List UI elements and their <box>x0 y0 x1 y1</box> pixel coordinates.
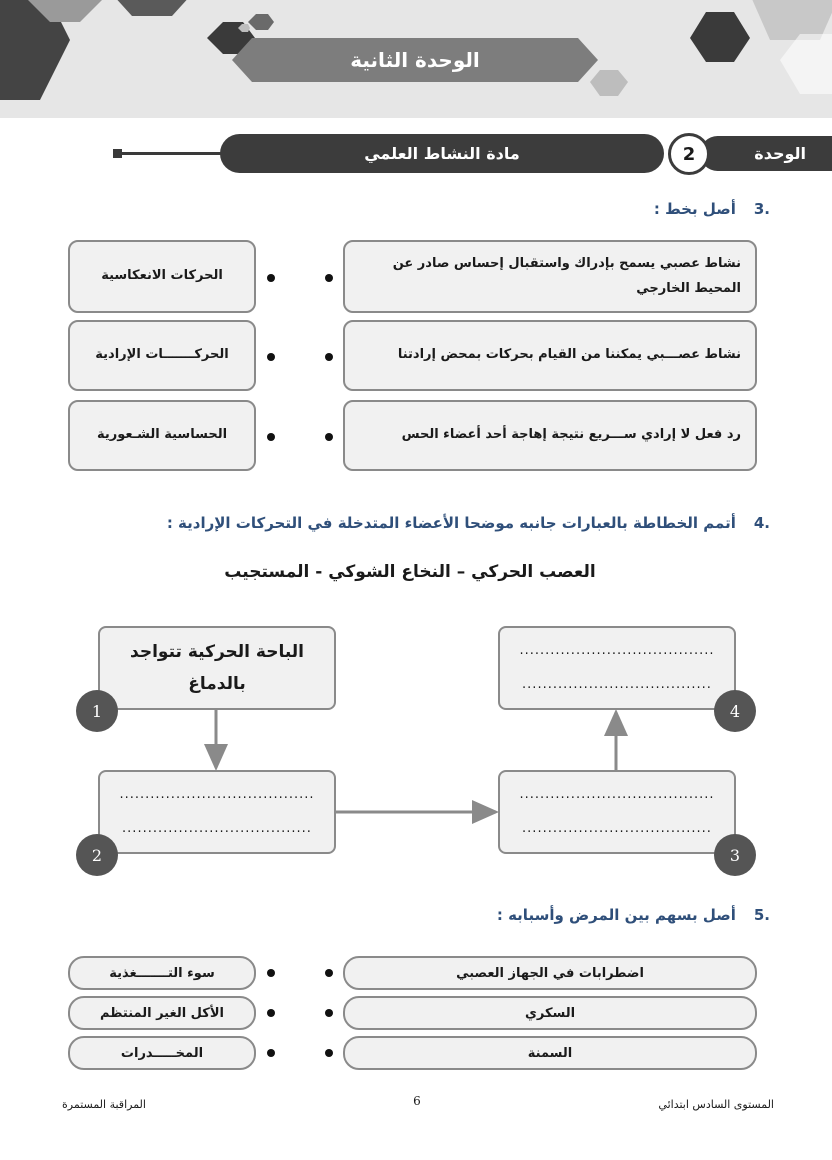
q3-term-3[interactable]: الحساسية الشـعورية <box>68 400 256 471</box>
q5-dot-right-3[interactable] <box>325 1049 333 1057</box>
unit-number: 2 <box>668 133 710 175</box>
q3-dot-left-1[interactable] <box>267 274 275 282</box>
page-number: 6 <box>413 1094 421 1108</box>
diagram-badge-2: 2 <box>76 834 118 876</box>
q3-term-1[interactable]: الحركات الانعكاسية <box>68 240 256 313</box>
q5-dot-left-2[interactable] <box>267 1009 275 1017</box>
footer-assessment: المراقبة المستمرة <box>62 1098 146 1111</box>
q5-number: .5 <box>753 906 770 924</box>
footer-level: المستوى السادس ابتدائي <box>658 1098 774 1111</box>
title-line <box>116 152 226 155</box>
q4-word-bank: العصب الحركي – النخاع الشوكي - المستجيب <box>224 562 596 582</box>
q3-dot-left-2[interactable] <box>267 353 275 361</box>
q3-dot-left-3[interactable] <box>267 433 275 441</box>
q5-disease-3[interactable]: السمنة <box>343 1036 757 1070</box>
q5-heading <box>497 906 770 924</box>
q4-number: .4 <box>753 514 770 532</box>
q3-term-2[interactable]: الحركـــــــات الإرادية <box>68 320 256 391</box>
q5-disease-1[interactable]: اضطرابات في الجهاز العصبي <box>343 956 757 990</box>
diagram-box-3-line-1[interactable]: ...................................... <box>519 787 715 803</box>
q3-heading <box>654 200 770 218</box>
q3-statement-2[interactable]: نشاط عصـــبي يمكننا من القيام بحركات بمحض إرادتنا <box>343 320 757 391</box>
header-banner <box>0 0 832 118</box>
diagram-box-2-line-2[interactable]: ..................................... <box>122 821 312 836</box>
q3-dot-right-2[interactable] <box>325 353 333 361</box>
q3-dot-right-1[interactable] <box>325 274 333 282</box>
diagram-box-1-line-1: الباحة الحركية تتواجد <box>130 641 304 662</box>
q4-prompt: أتمم الخطاطة بالعبارات جانبه موضحا الأعضاء المتدخلة في التحركات الإرادية : <box>166 514 736 532</box>
diagram-badge-3: 3 <box>714 834 756 876</box>
q3-number: .3 <box>753 200 770 218</box>
diagram-box-4[interactable] <box>498 626 736 710</box>
diagram-box-3-line-2[interactable]: ..................................... <box>522 821 712 836</box>
q5-disease-2[interactable]: السكري <box>343 996 757 1030</box>
diagram-box-4-line-2[interactable]: ..................................... <box>522 677 712 692</box>
diagram-badge-1: 1 <box>76 690 118 732</box>
diagram-badge-4: 4 <box>714 690 756 732</box>
diagram-box-3[interactable] <box>498 770 736 854</box>
q5-dot-left-1[interactable] <box>267 969 275 977</box>
subject-title: مادة النشاط العلمي <box>220 134 664 173</box>
q5-cause-1[interactable]: سوء التـــــــغذية <box>68 956 256 990</box>
diagram-box-4-line-1[interactable]: ...................................... <box>519 643 715 659</box>
q3-statement-3[interactable]: رد فعل لا إرادي ســـريع نتيجة إهاجة أحد أعضاء الحس <box>343 400 757 471</box>
q3-statement-1[interactable]: نشاط عصبي يسمح بإدراك واستقبال إحساس صادر عن المحيط الخارجي <box>343 240 757 313</box>
q5-dot-left-3[interactable] <box>267 1049 275 1057</box>
q3-prompt: أصل بخط : <box>653 200 736 218</box>
q5-cause-3[interactable]: المخـــــدرات <box>68 1036 256 1070</box>
q5-cause-2[interactable]: الأكل الغير المنتظم <box>68 996 256 1030</box>
q5-dot-right-2[interactable] <box>325 1009 333 1017</box>
q4-heading <box>167 514 770 532</box>
q5-dot-right-1[interactable] <box>325 969 333 977</box>
unit-label: الوحدة <box>754 144 806 163</box>
q5-prompt: أصل بسهم بين المرض وأسبابه : <box>496 906 736 924</box>
diagram-box-2[interactable] <box>98 770 336 854</box>
diagram-box-2-line-1[interactable]: ...................................... <box>119 787 315 803</box>
diagram-box-1-line-2: بالدماغ <box>188 674 246 694</box>
diagram-box-1[interactable] <box>98 626 336 710</box>
q3-dot-right-3[interactable] <box>325 433 333 441</box>
unit-ribbon: الوحدة الثانية <box>350 48 480 72</box>
